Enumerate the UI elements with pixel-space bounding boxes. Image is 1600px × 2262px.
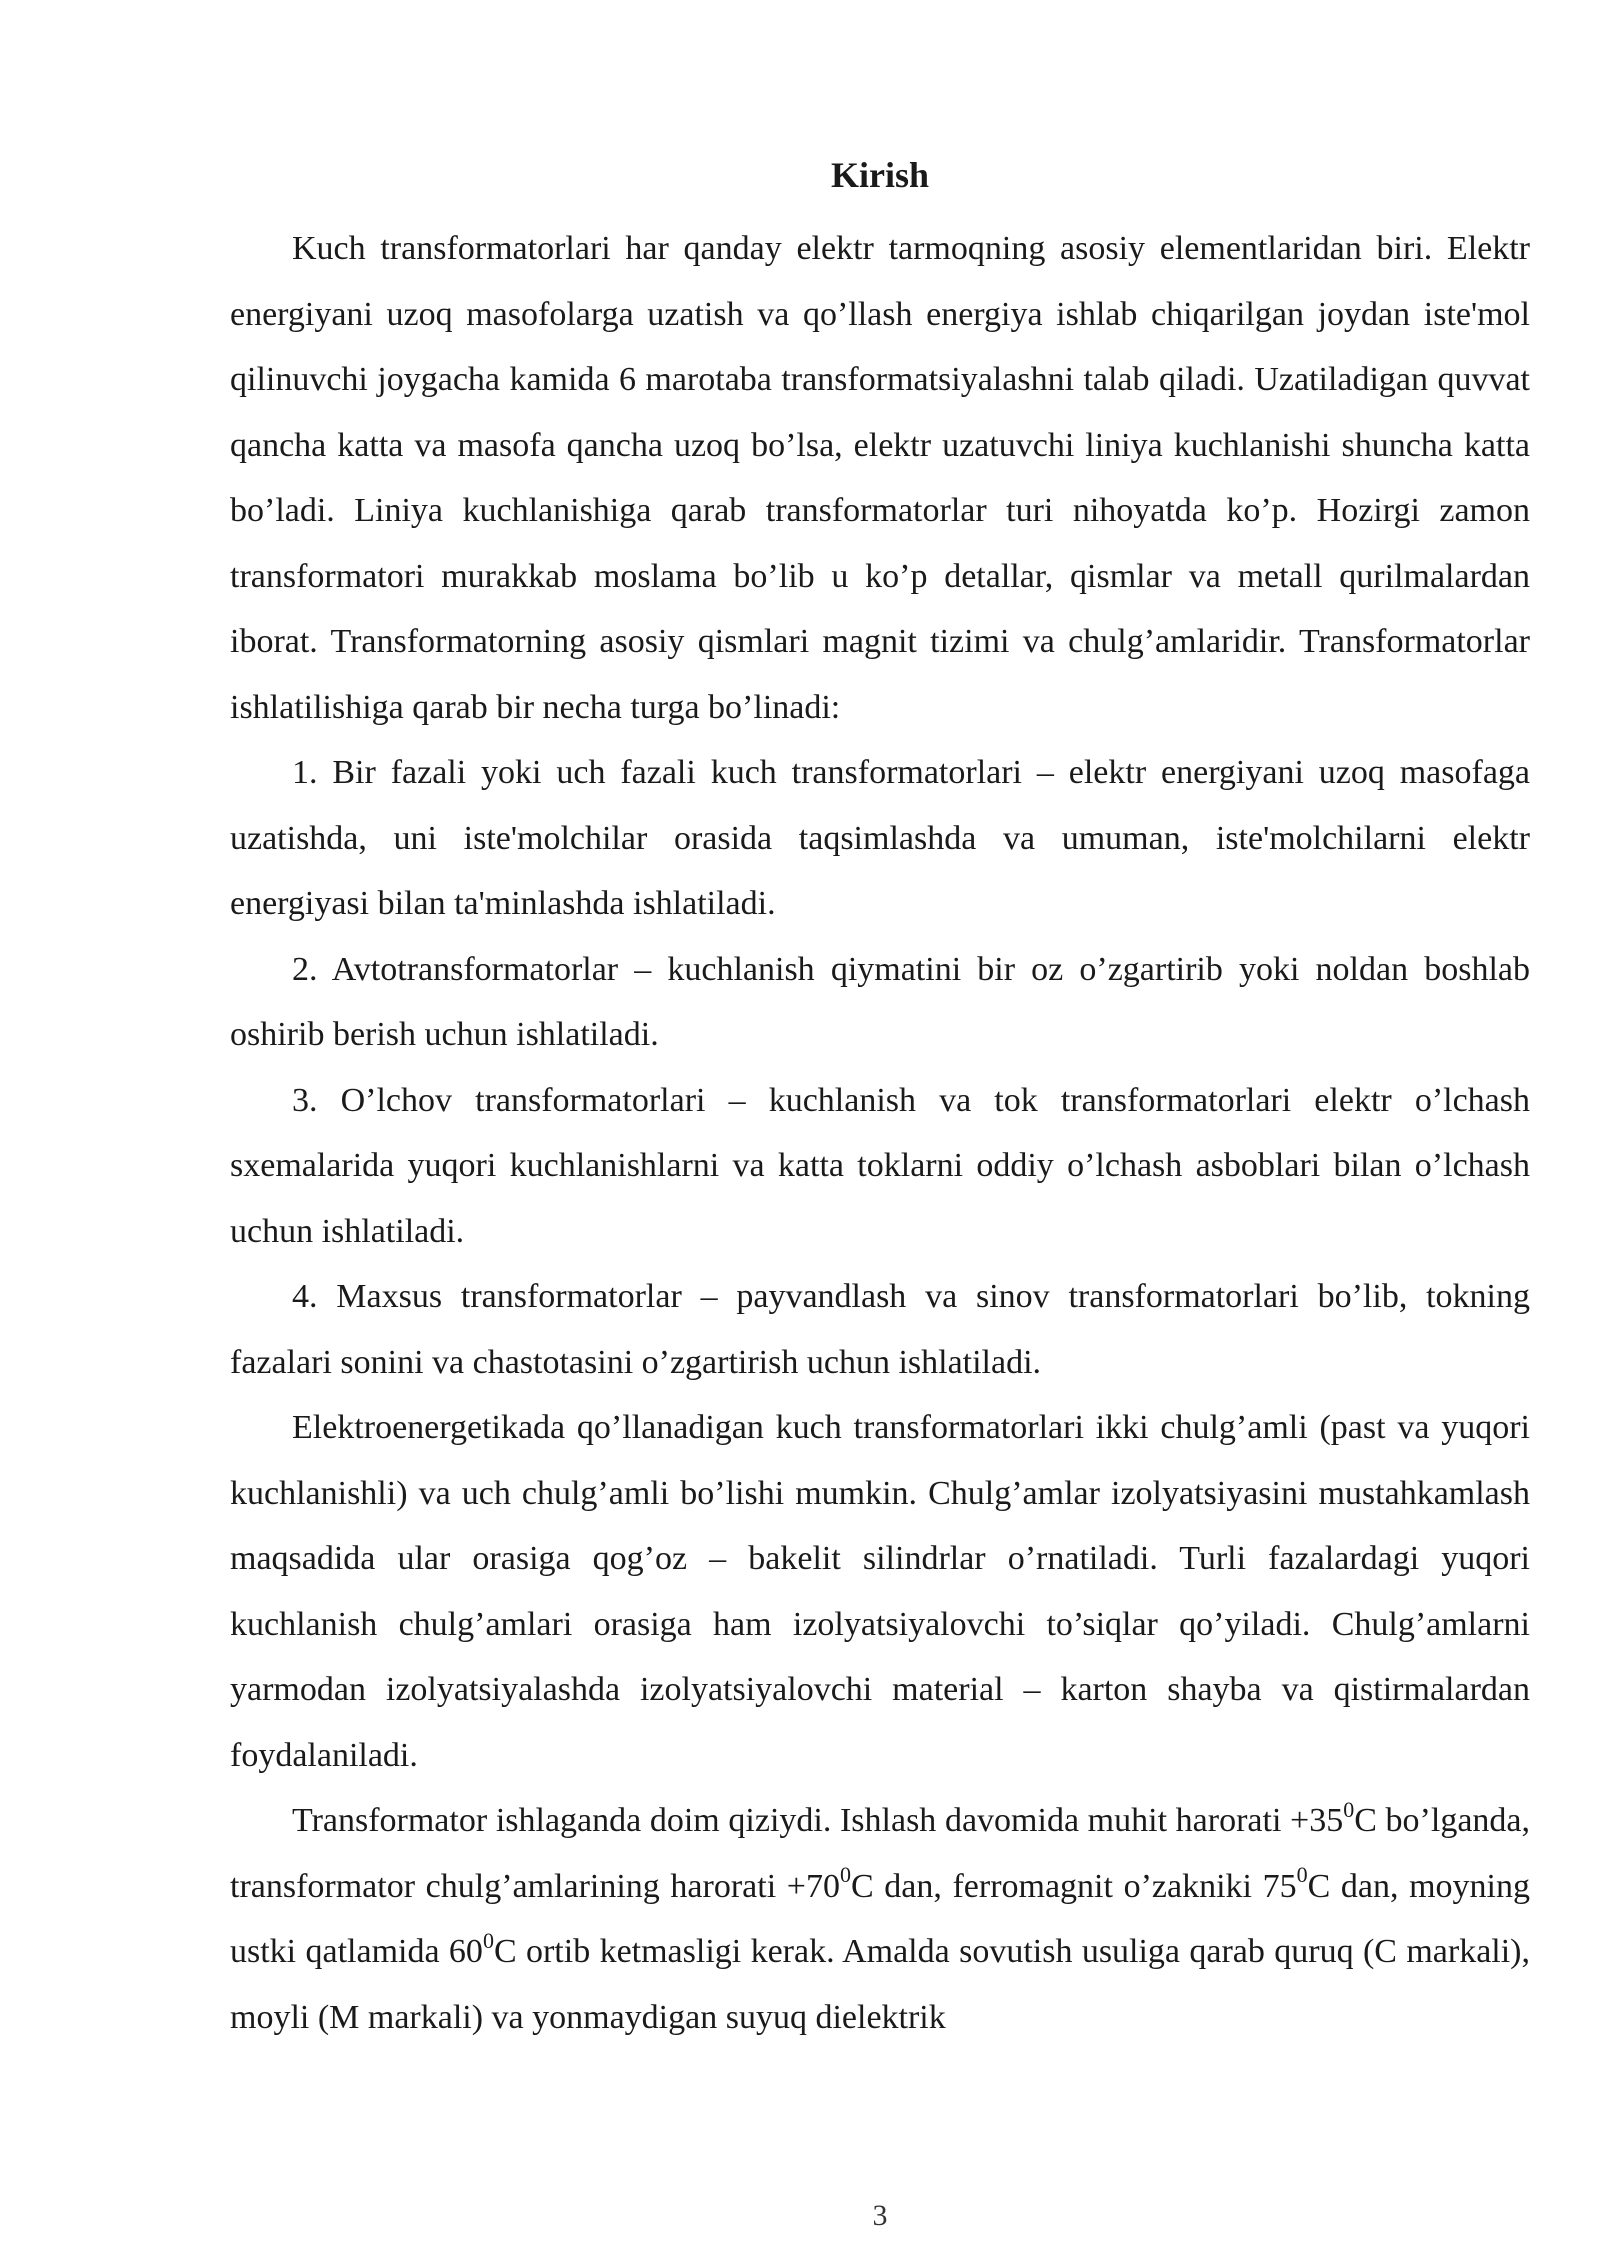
temperature-text-1: Transformator ishlaganda doim qiziydi. Ishlash davomida muhit harorati +35 <box>292 1802 1344 1839</box>
intro-paragraph: Kuch transformatorlari har qanday elektr tarmoqning asosiy elementlaridan biri. Elektr energiyani uzoq masofolarga uzatish va qo’llash energiya ishlab chiqarilgan joydan iste'mol qilinuvchi joygacha kamida 6 marotaba transformatsiyalashni talab qiladi. Uzatiladigan quvvat qancha katta va masofa qancha uzoq bo’lsa, elektr uzatuvchi liniya kuchlanishi shuncha katta bo’ladi. Liniya kuchlanishiga qarab transformatorlar turi nihoyatda ko’p. Hozirgi zamon transformatori murakkab moslama bo’lib u ko’p detallar, qismlar va metall qurilmalardan iborat. Transformatorning asosiy qismlari magnit tizimi va chulg’amlaridir. Transformatorlar ishlatilishiga qarab bir necha turga bo’linadi: <box>230 230 1530 726</box>
page-number: 3 <box>872 2199 888 2232</box>
degree-superscript-4: 0 <box>482 1927 494 1953</box>
list-item-1: 1. Bir fazali yoki uch fazali kuch transformatorlari – elektr energiyani uzoq masofaga uzatishda, uni iste'molchilar orasida taqsimlashda va umuman, iste'molchilarni elektr energiyasi bilan ta'minlashda ishlatiladi. <box>230 754 1530 922</box>
list-item-2: 2. Avtotransformatorlar – kuchlanish qiymatini bir oz o’zgartirib yoki noldan boshlab oshirib berish uchun ishlatiladi. <box>230 950 1530 1053</box>
temperature-text-2: C bo’lganda, transformator chulg’amlarining harorati +70 <box>230 1802 1530 1905</box>
degree-superscript-3: 0 <box>1296 1862 1308 1888</box>
temperature-paragraph <box>230 1788 1530 2050</box>
temperature-text-5: C ortib ketmasligi kerak. Amalda sovutish usuliga qarab quruq (C markali), moyli (M markali) va yonmaydigan suyuq dielektrik <box>230 1933 1531 2036</box>
temperature-text-3: C dan, ferromagnit o’zakniki 75 <box>850 1867 1297 1905</box>
section-title: Kirish <box>830 155 929 195</box>
degree-superscript-2: 0 <box>839 1862 851 1888</box>
temperature-text-4: C dan, moyning ustki qatlamida 60 <box>230 1867 1530 1970</box>
list-item-4: 4. Maxsus transformatorlar – payvandlash va sinov transformatorlari bo’lib, tokning fazalari sonini va chastotasini o’zgartirish uchun ishlatiladi. <box>230 1278 1530 1381</box>
degree-superscript-1: 0 <box>1343 1796 1355 1822</box>
document-page <box>230 150 1530 2050</box>
list-item-3: 3. O’lchov transformatorlari – kuchlanish va tok transformatorlari elektr o’lchash sxemalarida yuqori kuchlanishlarni va katta toklarni oddiy o’lchash asboblari bilan o’lchash uchun ishlatiladi. <box>230 1081 1530 1250</box>
windings-paragraph: Elektroenergetikada qo’llanadigan kuch transformatorlari ikki chulg’amli (past va yuqori kuchlanishli) va uch chulg’amli bo’lishi mumkin. Chulg’amlar izolyatsiyasini mustahkamlash maqsadida ular orasiga qog’oz – bakelit silindrlar o’rnatiladi. Turli fazalardagi yuqori kuchlanish chulg’amlari orasiga ham izolyatsiyalovchi to’siqlar qo’yiladi. Chulg’amlarni yarmodan izolyatsiyalashda izolyatsiyalovchi material – karton shayba va qistirmalardan foydalaniladi. <box>230 1409 1530 1774</box>
